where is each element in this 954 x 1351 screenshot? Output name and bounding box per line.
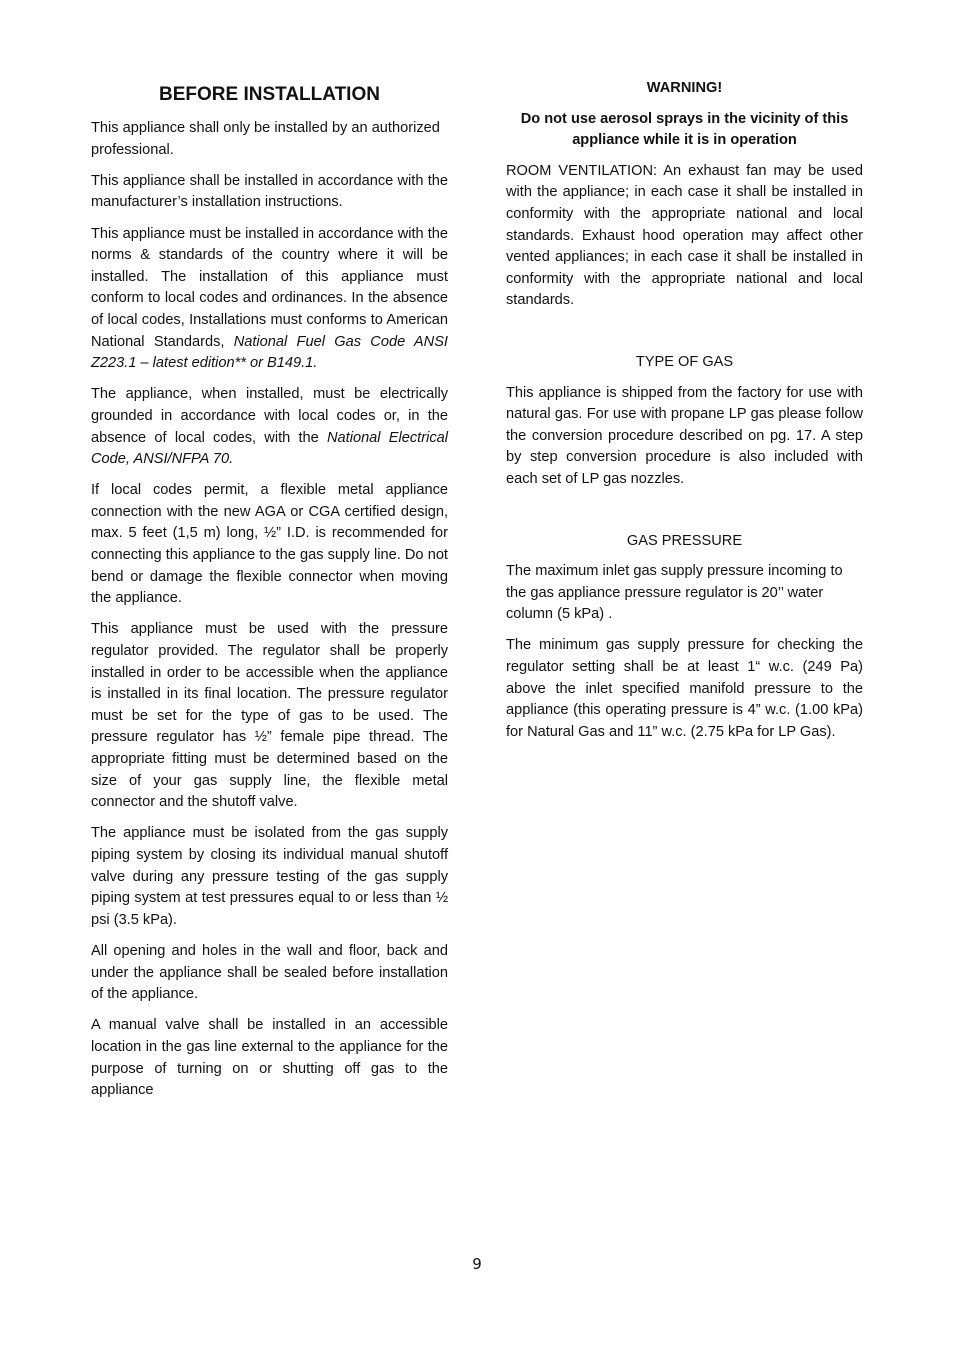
- paragraph-max-inlet-pressure: The maximum inlet gas supply pressure incoming to the gas appliance pressure regulator is 20’’ water column (5 kPa) .: [506, 563, 843, 623]
- paragraph-electrical-grounding: [91, 384, 448, 470]
- warning-title: WARNING!: [646, 80, 723, 96]
- section-heading-type-of-gas: TYPE OF GAS: [635, 353, 734, 370]
- paragraph-flexible-connector: If local codes permit, a flexible metal appliance connection with the new AGA or CGA certified design, max. 5 feet (1,5 m) long, ½” I.D. is recommended for connecting this appliance to the gas supply line. Do not bend or damage the flexible connector when moving the appliance.: [91, 482, 448, 607]
- paragraph-pressure-regulator: This appliance must be used with the pressure regulator provided. The regulator shall be properly installed in order to be accessible when the appliance is installed in its final location. The pressure regulator must be set for the type of gas to be used. The pressure regulator has ½” female pipe thread. The appropriate fitting must be determined based on the size of your gas supply line, the flexible metal connector and the shutoff valve.: [91, 621, 448, 811]
- warning-aerosol-sprays: Do not use aerosol sprays in the vicinity of this appliance while it is in operation: [520, 110, 849, 149]
- fuel-gas-code-reference: National Fuel Gas Code ANSI Z223.1 – latest edition** or B149.1.: [91, 333, 448, 372]
- paragraph-authorized-professional: This appliance shall only be installed by an authorized professional.: [91, 120, 440, 158]
- paragraph-manufacturer-instructions: This appliance shall be installed in accordance with the manufacturer’s installation instructions.: [91, 172, 448, 211]
- paragraph-type-of-gas: This appliance is shipped from the factory for use with natural gas. For use with propane LP gas please follow the conversion procedure described on pg. 17. A step by step conversion procedure is also included with each set of LP gas nozzles.: [506, 384, 863, 487]
- paragraph-room-ventilation: ROOM VENTILATION: An exhaust fan may be used with the appliance; in each case it shall be installed in conformity with the appropriate national and local standards. Exhaust hood operation may affect other vented appliances; in each case it shall be installed in conformity with the appropriate national and local standards.: [506, 162, 863, 309]
- left-column: [91, 78, 448, 1111]
- paragraph-norms-text: This appliance must be installed in accordance with the norms & standards of the country where it will be installed. The installation of this appliance must conform to local codes and ordinances. In the absence of local codes, Installations must conforms to American National Standards,: [91, 225, 448, 350]
- paragraph-sealing-openings: All opening and holes in the wall and floor, back and under the appliance shall be sealed before installation of the appliance.: [91, 942, 448, 1003]
- paragraph-manual-valve: A manual valve shall be installed in an accessible location in the gas line external to the appliance for the purpose of turning on or shutting off gas to the appliance: [91, 1017, 448, 1099]
- paragraph-norms-standards: [91, 224, 448, 375]
- paragraph-grounding-text: The appliance, when installed, must be electrically grounded in accordance with local codes or, in the absence of local codes, with the: [91, 386, 448, 446]
- paragraph-isolation-testing: The appliance must be isolated from the gas supply piping system by closing its individual manual shutoff valve during any pressure testing of the gas supply piping system at test pressures equal to or less than ½ psi (3.5 kPa).: [91, 825, 448, 928]
- paragraph-min-supply-pressure: The minimum gas supply pressure for checking the regulator setting shall be at least 1“ w.c. (249 Pa) above the inlet specified manifold pressure to the appliance (this operating pressure is 4” w.c. (1.00 kPa) for Natural Gas and 11” w.c. (2.75 kPa for LP Gas).: [506, 637, 863, 740]
- page-number: 9: [472, 1255, 482, 1273]
- section-title-before-installation: BEFORE INSTALLATION: [159, 84, 380, 105]
- electrical-code-reference: National Electrical Code, ANSI/NFPA 70.: [91, 429, 448, 468]
- right-column: [506, 78, 863, 753]
- section-heading-gas-pressure: GAS PRESSURE: [626, 532, 743, 549]
